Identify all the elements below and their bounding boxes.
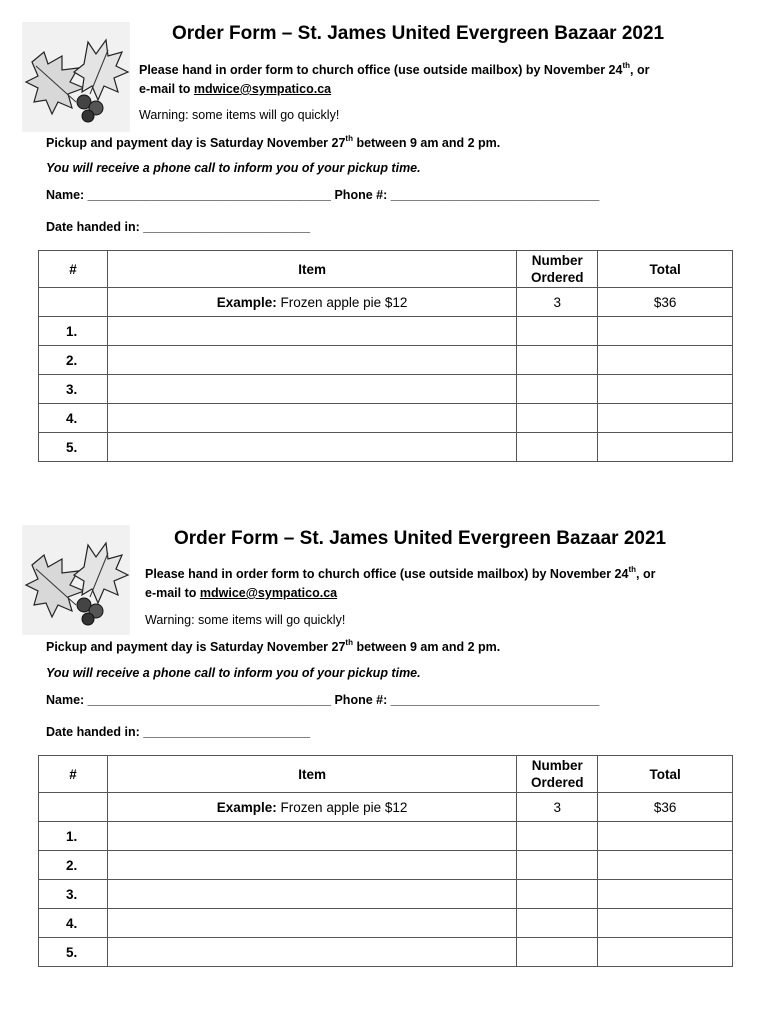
instructions-text-end: , or [630,63,650,77]
name-phone-fields[interactable]: Name: ___________________________________ Phone #: ______________________________ [46,188,600,202]
instructions-sup: th [622,61,631,70]
email-line [139,82,331,96]
item-cell[interactable] [107,346,516,375]
header-number: # [39,756,108,793]
total-cell[interactable] [598,433,733,462]
email-prefix: e-mail to [145,586,200,600]
item-cell[interactable] [107,404,516,433]
item-cell[interactable] [107,909,516,938]
count-cell[interactable] [517,375,598,404]
count-cell[interactable] [517,909,598,938]
item-cell[interactable] [107,822,516,851]
total-cell[interactable] [598,375,733,404]
total-cell[interactable] [598,822,733,851]
total-cell[interactable] [598,404,733,433]
total-cell[interactable] [598,346,733,375]
pickup-text-end: between 9 am and 2 pm. [352,640,501,654]
phone-note: You will receive a phone call to inform you of your pickup time. [46,666,421,680]
row-number: 4. [39,404,108,433]
row-number: 1. [39,317,108,346]
pickup-text: Pickup and payment day is Saturday November 27 [46,640,346,654]
total-cell[interactable] [598,317,733,346]
count-cell[interactable] [517,433,598,462]
item-cell[interactable] [107,375,516,404]
email-line [145,586,337,600]
form-title: Order Form – St. James United Evergreen Bazaar 2021 [172,23,665,44]
warning-text: Warning: some items will go quickly! [139,108,340,122]
example-count-cell: 3 [517,793,598,822]
order-table [38,755,733,967]
email-link[interactable]: mdwice@sympatico.ca [199,586,338,600]
order-table [38,250,733,462]
table-row [39,880,733,909]
row-number: 2. [39,346,108,375]
count-cell[interactable] [517,938,598,967]
count-cell[interactable] [517,851,598,880]
count-cell[interactable] [517,880,598,909]
table-row [39,375,733,404]
count-cell[interactable] [517,346,598,375]
email-prefix: e-mail to [139,82,194,96]
pickup-text-end: between 9 am and 2 pm. [352,136,501,150]
date-handed-field[interactable]: Date handed in: ________________________ [46,725,311,739]
warning-text: Warning: some items will go quickly! [145,613,346,627]
pickup-text: Pickup and payment day is Saturday November 27 [46,136,346,150]
row-number: 3. [39,880,108,909]
header-total: Total [598,251,733,288]
order-form-2 [0,505,770,1005]
total-cell[interactable] [598,851,733,880]
example-item: Frozen apple pie $12 [276,799,408,815]
example-label: Example: [216,799,277,815]
instructions-text: Please hand in order form to church office (use outside mailbox) by November 24 [145,567,629,581]
instructions-text-end: , or [636,567,656,581]
table-row [39,317,733,346]
count-cell[interactable] [517,317,598,346]
instructions-sup: th [628,565,637,574]
holly-icon [22,525,130,635]
example-count-cell: 3 [517,288,598,317]
row-number: 3. [39,375,108,404]
example-number-cell [39,288,108,317]
row-number: 4. [39,909,108,938]
pickup-line [46,640,500,654]
table-row [39,346,733,375]
instructions [139,63,649,77]
table-row [39,433,733,462]
table-row [39,851,733,880]
example-item-cell [107,793,516,822]
example-item-cell [107,288,516,317]
header-number-ordered: Number Ordered [517,756,598,793]
name-phone-fields[interactable]: Name: ___________________________________ Phone #: ______________________________ [46,693,600,707]
example-row [39,793,733,822]
pickup-sup: th [345,134,353,143]
total-cell[interactable] [598,909,733,938]
holly-icon [22,22,130,132]
table-row [39,822,733,851]
table-row [39,909,733,938]
instructions-text: Please hand in order form to church office (use outside mailbox) by November 24 [139,63,623,77]
table-row [39,404,733,433]
example-number-cell [39,793,108,822]
date-handed-field[interactable]: Date handed in: ________________________ [46,220,311,234]
total-cell[interactable] [598,880,733,909]
example-row [39,288,733,317]
item-cell[interactable] [107,433,516,462]
item-cell[interactable] [107,880,516,909]
count-cell[interactable] [517,822,598,851]
form-title: Order Form – St. James United Evergreen Bazaar 2021 [174,528,667,549]
header-number: # [39,251,108,288]
pickup-sup: th [345,638,353,647]
table-header-row [39,756,733,793]
count-cell[interactable] [517,404,598,433]
pickup-line [46,136,500,150]
table-row [39,938,733,967]
table-header-row [39,251,733,288]
order-form-1 [0,0,770,500]
example-label: Example: [216,294,277,310]
item-cell[interactable] [107,851,516,880]
example-total-cell: $36 [598,288,733,317]
phone-note: You will receive a phone call to inform you of your pickup time. [46,161,421,175]
row-number: 5. [39,938,108,967]
row-number: 2. [39,851,108,880]
email-link[interactable]: mdwice@sympatico.ca [193,82,332,96]
total-cell[interactable] [598,938,733,967]
header-item: Item [107,251,516,288]
item-cell[interactable] [107,317,516,346]
row-number: 5. [39,433,108,462]
header-total: Total [598,756,733,793]
example-total-cell: $36 [598,793,733,822]
example-item: Frozen apple pie $12 [276,294,408,310]
row-number: 1. [39,822,108,851]
item-cell[interactable] [107,938,516,967]
header-number-ordered: Number Ordered [517,251,598,288]
instructions [145,567,655,581]
header-item: Item [107,756,516,793]
